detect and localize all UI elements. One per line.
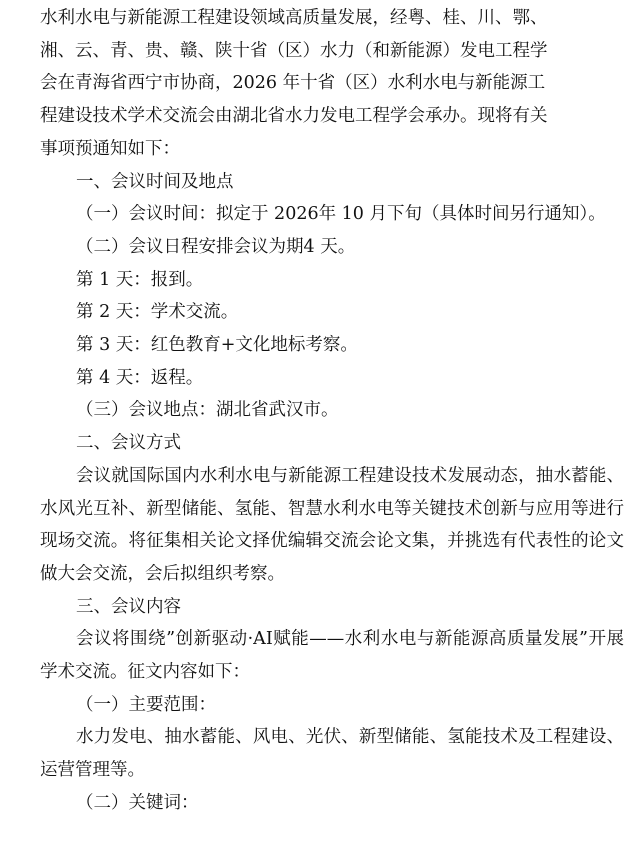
intro-line: 事项预通知如下： xyxy=(40,138,180,159)
intro-paragraph xyxy=(40,2,624,166)
meeting-time-item: （一）会议时间：拟定于 2026年 10 月下旬（具体时间另行通知）。 xyxy=(76,204,606,225)
schedule-day-3: 第 3 天：红色教育+文化地标考察。 xyxy=(76,335,358,356)
scope-heading: （一）主要范围： xyxy=(76,694,216,715)
document-page xyxy=(0,2,644,867)
section2-heading: 二、会议方式 xyxy=(76,433,181,454)
schedule-heading: （二）会议日程安排会议为期4 天。 xyxy=(76,236,356,257)
schedule-day-4: 第 4 天：返程。 xyxy=(76,367,204,388)
intro-line: 程建设技术学术交流会由湖北省水力发电工程学会承办。现将有关 xyxy=(40,106,548,127)
section3-heading: 三、会议内容 xyxy=(76,596,181,617)
intro-line: 会在青海省西宁市协商，2026 年十省（区）水利水电与新能源工 xyxy=(40,73,546,94)
schedule-day-2: 第 2 天：学术交流。 xyxy=(76,302,239,323)
section3-body: 会议将围绕”创新驱动·AI赋能——水利水电与新能源高质量发展”开展学术交流。征文内容如下： xyxy=(40,629,624,683)
intro-line: 水利水电与新能源工程建设领域高质量发展，经粤、桂、川、鄂、 xyxy=(40,8,548,28)
section1-heading: 一、会议时间及地点 xyxy=(76,171,234,192)
schedule-day-1: 第 1 天：报到。 xyxy=(76,269,204,290)
meeting-location-item: （三）会议地点：湖北省武汉市。 xyxy=(76,400,339,421)
section2-body: 会议就国际国内水利水电与新能源工程建设技术发展动态，抽水蓄能、水风光互补、新型储能、氢能、智慧水利水电等关键技术创新与应用等进行现场交流。将征集相关论文择优编辑交流会论文集，并挑选有代表性的论文做大会交流，会后拟组织考察。 xyxy=(40,465,624,584)
scope-body: 水力发电、抽水蓄能、风电、光伏、新型储能、氢能技术及工程建设、运营管理等。 xyxy=(40,727,624,781)
intro-line: 湘、云、青、贵、赣、陕十省（区）水力（和新能源）发电工程学 xyxy=(40,40,548,61)
keywords-heading: （二）关键词： xyxy=(76,792,199,813)
